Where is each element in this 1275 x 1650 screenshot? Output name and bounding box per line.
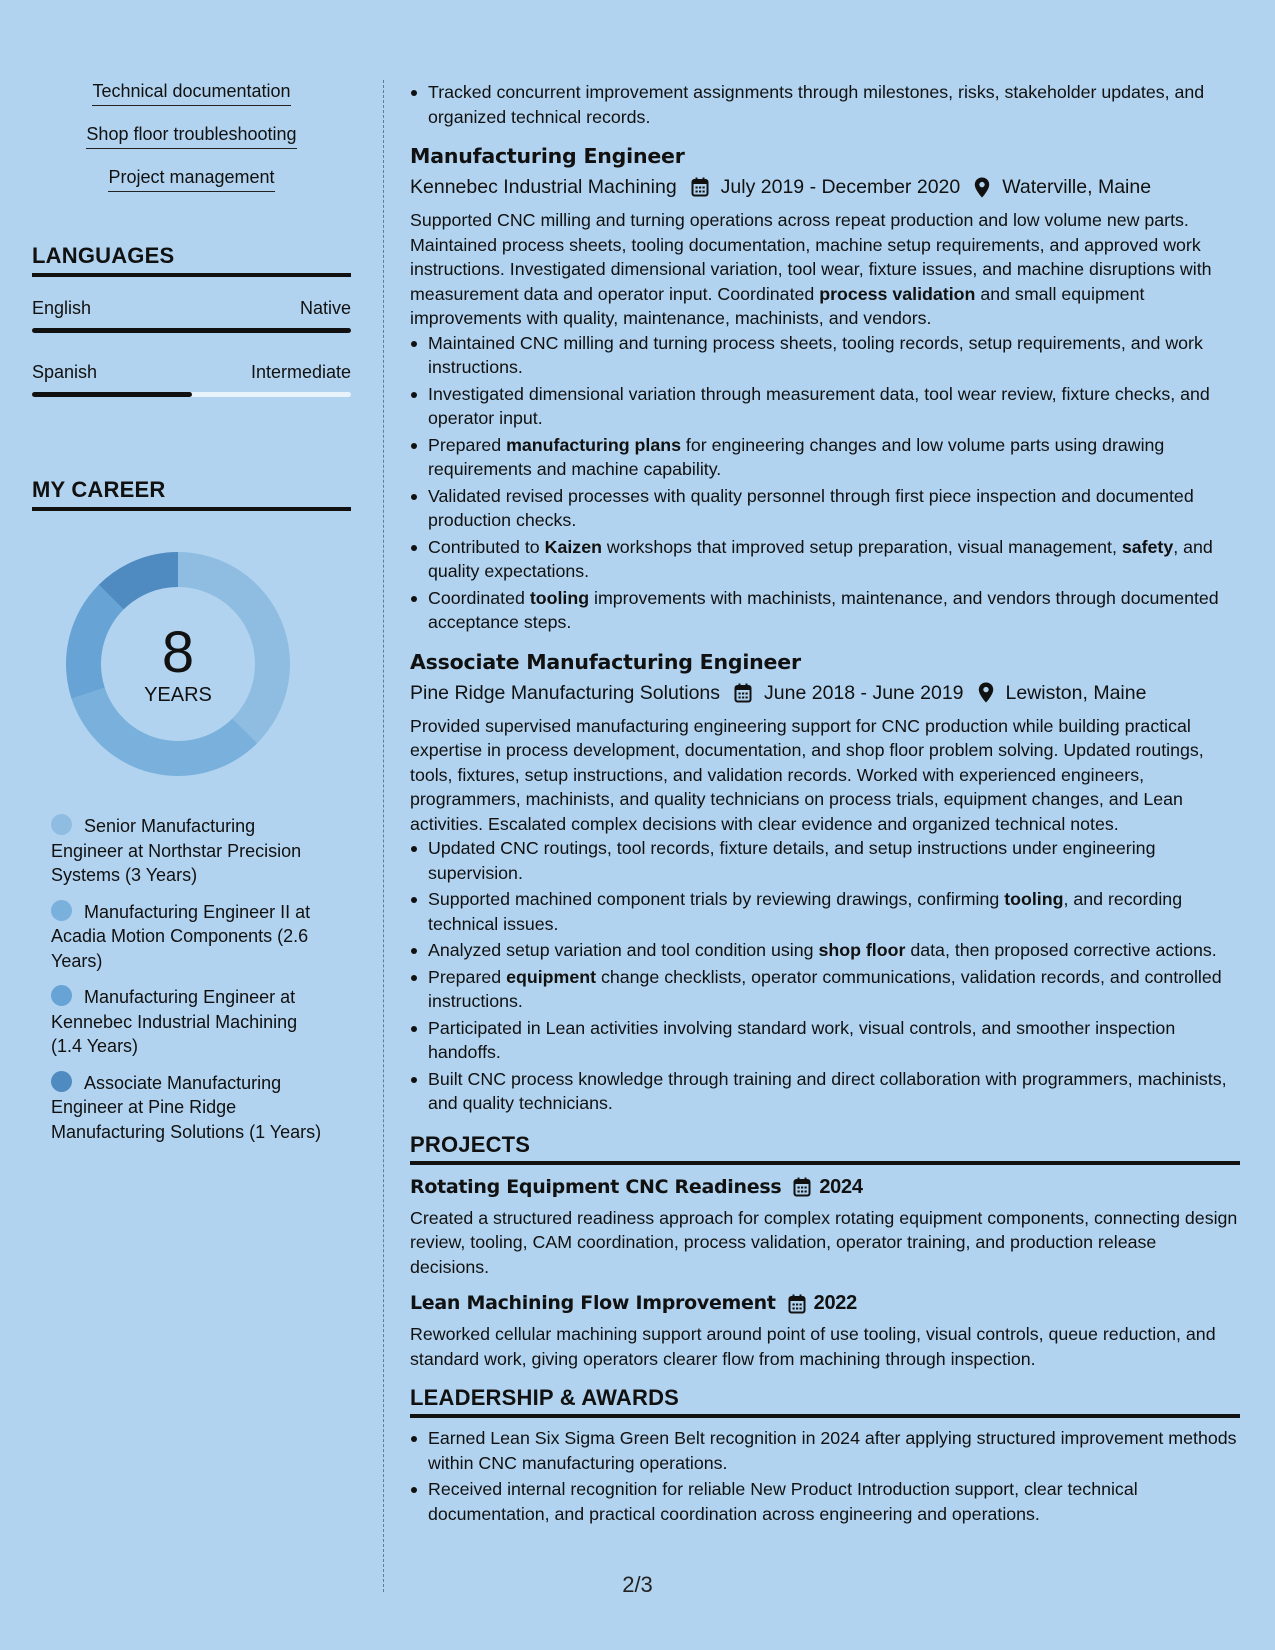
map-pin-icon (974, 177, 990, 198)
map-pin-icon (978, 682, 994, 703)
legend-color-dot (51, 985, 72, 1006)
career-legend (51, 814, 331, 1144)
language-proficiency-fill (32, 328, 351, 333)
skill-item: Technical documentation (92, 80, 290, 106)
column-divider (383, 80, 384, 1592)
skills-list (32, 80, 351, 209)
project-entry (410, 1291, 1240, 1371)
job-company: Kennebec Industrial Machining (410, 176, 677, 198)
language-level: Intermediate (250, 362, 351, 382)
calendar-icon (691, 177, 709, 197)
language-proficiency-bar (32, 328, 351, 333)
project-title: Rotating Equipment CNC Readiness (410, 1175, 782, 1198)
awards-list (410, 1426, 1240, 1526)
calendar-icon (734, 683, 752, 703)
career-donut-chart (65, 551, 291, 777)
language-proficiency-fill (32, 392, 192, 397)
project-year: 2022 (813, 1292, 857, 1314)
bullet-item: Validated revised processes with quality personnel through first piece inspection and documented production checks. (410, 484, 1240, 533)
calendar-icon (788, 1294, 806, 1314)
bullet-item: Investigated dimensional variation through measurement data, tool wear review, fixture checks, and operator input. (410, 382, 1240, 431)
bullet-item: Participated in Lean activities involving standard work, visual controls, and smoother inspection handoffs. (410, 1016, 1240, 1065)
language-proficiency-bar (32, 392, 351, 397)
project-year: 2024 (819, 1175, 863, 1198)
job-description: Provided supervised manufacturing engineering support for CNC production while building practical expertise in process development, documentation, and shop floor problem solving. Updated routings, tools, fixtures, setup instructions, and validation records. Worked with experienced engineers, programmers, machinists, and quality technicians on process trials, equipment changes, and Lean activities. Escalated complex decisions with clear evidence and organized technical notes. (410, 715, 1204, 834)
project-description: Reworked cellular machining support around point of use tooling, visual controls, queue reduction, and standard work, giving operators clearer flow from machining through inspection. (410, 1324, 1216, 1369)
job-company: Pine Ridge Manufacturing Solutions (410, 681, 721, 704)
job-meta (410, 174, 1240, 200)
legend-label: Manufacturing Engineer at Kennebec Industrial Machining (1.4 Years) (51, 987, 298, 1056)
job-entry (410, 649, 1240, 1116)
projects-heading: PROJECTS (410, 1132, 1240, 1165)
legend-color-dot (51, 1071, 72, 1092)
bullet-item: Analyzed setup variation and tool condition using shop floor data, then proposed corrective actions. (410, 938, 1240, 963)
bullet-item: Coordinated tooling improvements with machinists, maintenance, and vendors through documented acceptance steps. (410, 586, 1240, 635)
bullet-item: Updated CNC routings, tool records, fixture details, and setup instructions under engineering supervision. (410, 836, 1240, 885)
main-content (410, 80, 1240, 1528)
project-description: Created a structured readiness approach for complex rotating equipment components, connecting design review, tooling, CAM coordination, process validation, operator training, and production release decisions. (410, 1207, 1238, 1277)
legend-label: Manufacturing Engineer II at Acadia Motion Components (2.6 Years) (51, 901, 311, 971)
job-location: Lewiston, Maine (1005, 681, 1147, 704)
languages-heading: LANGUAGES (32, 243, 351, 277)
bullet-list (410, 80, 1240, 129)
bullet-item: Tracked concurrent improvement assignments through milestones, risks, stakeholder updates, and organized technical records. (410, 80, 1240, 129)
bullet-item: Supported machined component trials by reviewing drawings, confirming tooling, and recording technical issues. (410, 887, 1240, 936)
project-title-row (410, 1291, 1240, 1316)
language-level: Native (299, 298, 351, 318)
career-unit: YEARS (144, 684, 212, 706)
award-item: Received internal recognition for reliable New Product Introduction support, clear technical documentation, and practical coordination across engineering and operations. (410, 1477, 1240, 1526)
language-name: English (32, 298, 92, 318)
bullet-item: Prepared manufacturing plans for engineering changes and low volume parts using drawing requirements and machine capability. (410, 433, 1240, 482)
job-bullets (410, 836, 1240, 1116)
career-legend-item (51, 900, 331, 974)
legend-label: Senior Manufacturing Engineer at Northstar Precision Systems (3 Years) (51, 816, 302, 885)
career-heading: MY CAREER (32, 477, 351, 511)
career-legend-item (51, 1071, 331, 1145)
job-dates: July 2019 - December 2020 (720, 176, 961, 198)
career-total-years: 8 (161, 620, 195, 685)
bullet-item: Maintained CNC milling and turning process sheets, tooling records, setup requirements, and work instructions. (410, 331, 1240, 380)
job-bullets (410, 331, 1240, 635)
awards-heading: LEADERSHIP & AWARDS (410, 1385, 1240, 1418)
career-legend-item (51, 814, 331, 888)
job-dates: June 2018 - June 2019 (764, 681, 964, 704)
legend-color-dot (51, 814, 72, 835)
legend-label: Associate Manufacturing Engineer at Pine Ridge Manufacturing Solutions (1 Years) (51, 1072, 322, 1142)
award-item: Earned Lean Six Sigma Green Belt recognition in 2024 after applying structured improvement methods within CNC manufacturing operations. (410, 1426, 1240, 1475)
project-title-row (410, 1175, 1240, 1200)
language-item (32, 297, 351, 333)
job-location: Waterville, Maine (1002, 176, 1152, 198)
project-title: Lean Machining Flow Improvement (410, 1292, 776, 1314)
bullet-item: Contributed to Kaizen workshops that improved setup preparation, visual management, safety, and quality expectations. (410, 535, 1240, 584)
language-item (32, 361, 351, 397)
legend-color-dot (51, 900, 72, 921)
project-entry (410, 1175, 1240, 1280)
language-name: Spanish (32, 362, 98, 382)
job-title: Associate Manufacturing Engineer (410, 649, 801, 674)
skill-item: Project management (108, 166, 274, 192)
bullet-item: Prepared equipment change checklists, operator communications, validation records, and controlled instructions. (410, 965, 1240, 1014)
skill-item: Shop floor troubleshooting (86, 123, 296, 149)
page-number: 2/3 (622, 1572, 653, 1597)
job-title: Manufacturing Engineer (410, 144, 685, 168)
calendar-icon (793, 1177, 811, 1197)
career-legend-item (51, 985, 331, 1059)
job-meta (410, 680, 1240, 706)
bullet-item: Built CNC process knowledge through training and direct collaboration with programmers, machinists, and quality technicians. (410, 1067, 1240, 1116)
job-entry (410, 143, 1240, 635)
sidebar (32, 80, 351, 1156)
job-description: Supported CNC milling and turning operations across repeat production and low volume new parts. Maintained process sheets, tooling documentation, machine setup requirements, and approved work instructions. Investigated dimensional variation, tool wear, fixture issues, and machine disruptions with measurement data and operator input. Coordinated process validation and small equipment improvements with quality, maintenance, machinists, and vendors. (410, 210, 1212, 328)
